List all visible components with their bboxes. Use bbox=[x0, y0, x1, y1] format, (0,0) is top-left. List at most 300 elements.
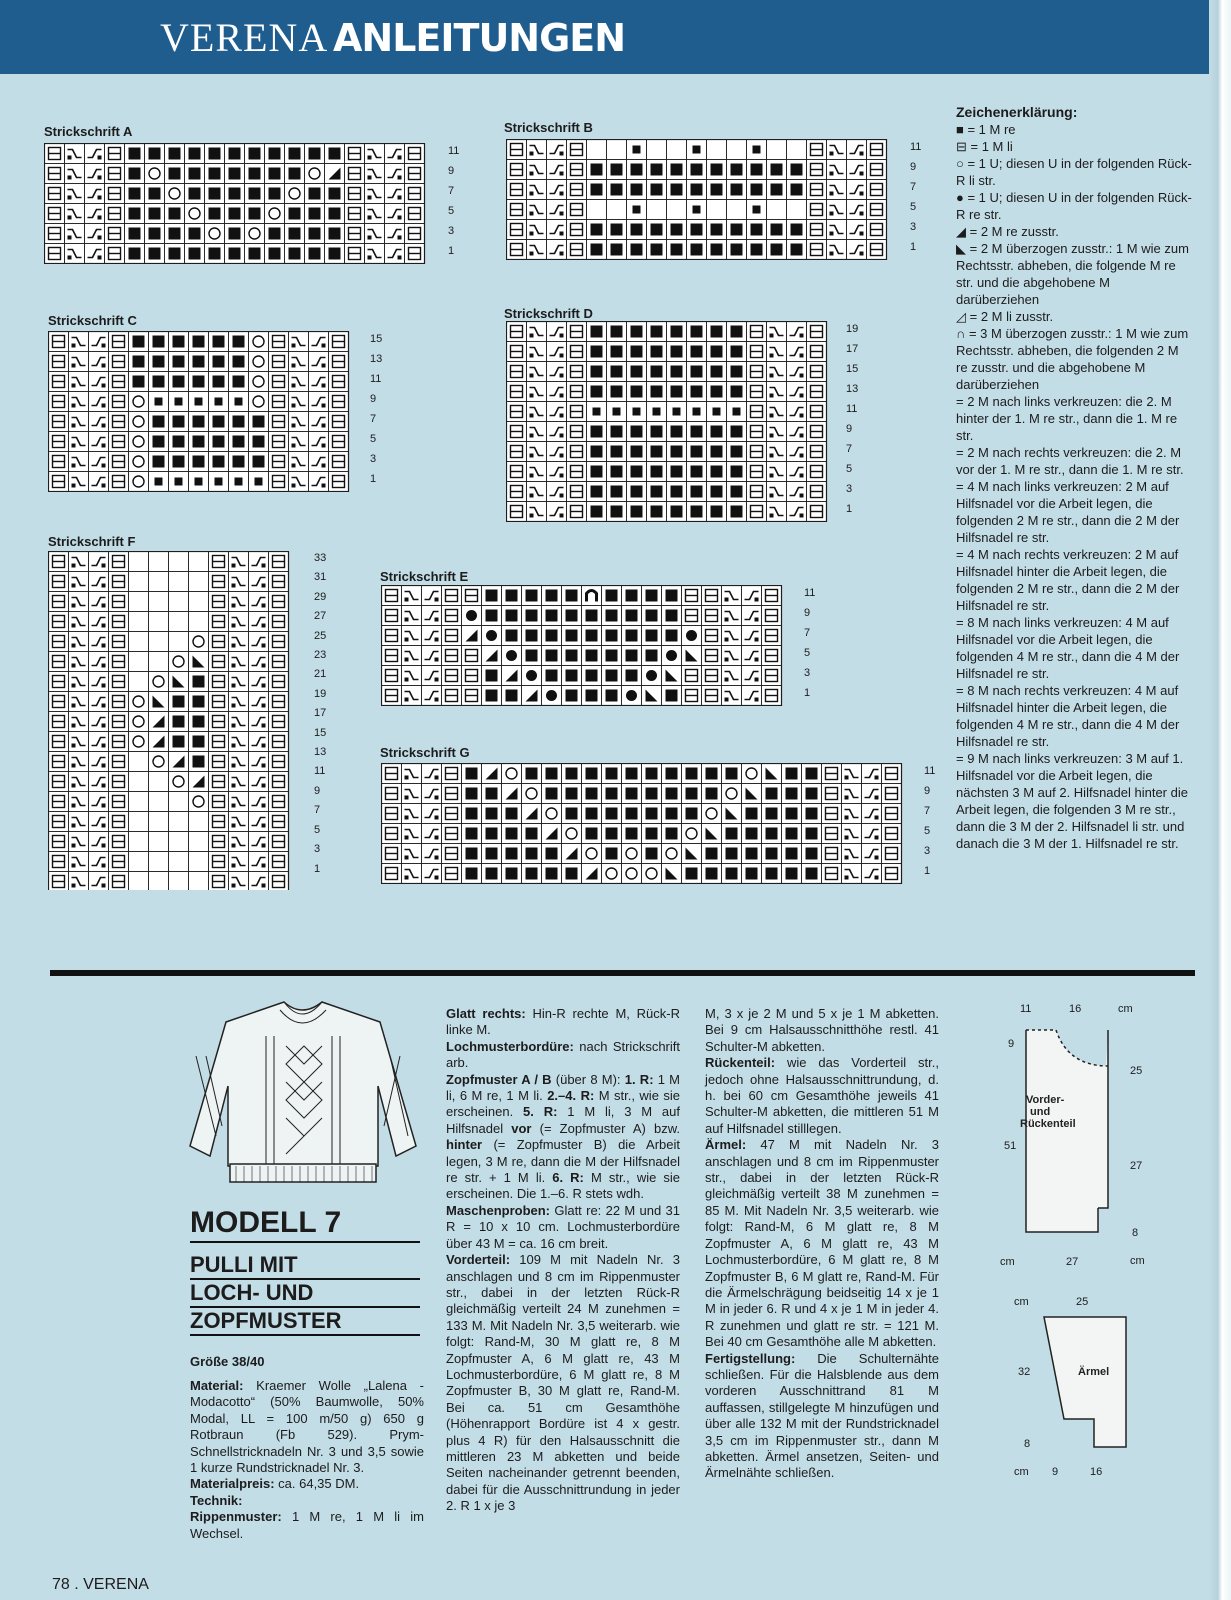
knit-symbol bbox=[189, 188, 201, 200]
yarn-over-knit-symbol bbox=[546, 690, 557, 701]
knit-symbol bbox=[671, 164, 683, 176]
knit-symbol bbox=[546, 768, 558, 780]
knit-symbol bbox=[791, 244, 803, 256]
row-number: 5 bbox=[314, 823, 321, 836]
knit-symbol bbox=[731, 224, 743, 236]
chart-d bbox=[506, 321, 839, 522]
legend-item: ○ = 1 U; diesen U in der folgenden Rück-R li str. bbox=[956, 156, 1192, 188]
knit-symbol bbox=[806, 788, 818, 800]
row-number: 7 bbox=[846, 443, 853, 455]
knit-symbol bbox=[546, 868, 558, 880]
knit-symbol bbox=[249, 188, 261, 200]
knit-symbol bbox=[213, 356, 225, 368]
chart-c bbox=[48, 331, 361, 492]
yarn-over-knit-symbol bbox=[526, 670, 537, 681]
knit-symbol bbox=[606, 690, 618, 702]
knit-symbol bbox=[631, 366, 643, 378]
knit-symbol bbox=[586, 630, 598, 642]
text-column-2: Glatt rechts: Hin-R rechte M, Rück-R linke M. Lochmusterbordüre: nach Strickschrift arb. Zopfmuster A / B (über 8 M): 1. R: 1 M li, 6 M re, 1 M li. 2.–4. R: M str., wie sie erscheinen. 5. R: 1 M li, 3 M auf Hilfsnadel vor (= Zopfmuster A) bzw. hinter (= Zopfmuster B) die Arbeit legen, 3 M re, dann die M der Hilfsnadel re str. + 1 M li. 6. R: M str., wie sie erscheinen. Die 1.–6. R stets wdh. Maschenproben: Glatt re: 22 M und 31 R = 10 x 10 cm. Lochmusterbordüre über 43 M = ca. 16 cm breit. Vorderteil: 109 M mit Nadeln Nr. 3 anschlagen und 8 cm im Rippenmuster str., dabei in der letzten Rück-R gleichmäßig verteilt 24 M zunehmen = 133 M. Mit Nadeln Nr. 3,5 weiterarb. wie folgt: Rand-M, 30 M glatt re, 8 M Zopfmuster A, 6 M glatt re, 43 M Lochmusterbordüre, 6 M glatt re, 8 M Zopfmuster B, 30 M glatt re, Rand-M. Bei ca. 51 cm Gesamthöhe (Höhenrapport Bordüre ist 4 x gestr. plus 4 R) für den Halsausschnitt die mittleren 23 M abketten und beide Seiten nacheinander getrennt beenden, dabei für die Ausschnittrundung in jeder 2. R 1 x je 3 bbox=[446, 1006, 681, 1514]
knit-symbol bbox=[566, 630, 578, 642]
row-number: 9 bbox=[804, 607, 811, 619]
knit-symbol bbox=[153, 376, 165, 388]
knit-symbol bbox=[651, 326, 663, 338]
knit-symbol bbox=[229, 248, 241, 260]
knit-symbol bbox=[671, 446, 683, 458]
knit-symbol bbox=[566, 868, 578, 880]
row-number: 9 bbox=[846, 423, 853, 435]
row-number: 3 bbox=[924, 845, 931, 857]
knit-symbol bbox=[631, 506, 643, 518]
knit-symbol bbox=[651, 244, 663, 256]
knit-symbol bbox=[193, 736, 205, 748]
row-number: 21 bbox=[314, 668, 327, 681]
knit-symbol bbox=[591, 224, 603, 236]
knit-symbol bbox=[711, 466, 723, 478]
knit-symbol bbox=[546, 630, 558, 642]
knit-symbol bbox=[771, 244, 783, 256]
yarn-over-knit-symbol bbox=[486, 630, 497, 641]
chart-g bbox=[381, 763, 914, 884]
knit-symbol bbox=[711, 244, 723, 256]
knit-symbol bbox=[786, 768, 798, 780]
knit-symbol bbox=[631, 386, 643, 398]
dim-unit: cm bbox=[1014, 1296, 1029, 1308]
knit-symbol bbox=[169, 208, 181, 220]
knit-symbol bbox=[153, 336, 165, 348]
knit-symbol bbox=[546, 650, 558, 662]
knit-symbol bbox=[631, 244, 643, 256]
knit-symbol bbox=[726, 768, 738, 780]
chart-g-row-numbers bbox=[924, 761, 935, 881]
knit-symbol bbox=[771, 224, 783, 236]
row-number: 3 bbox=[846, 483, 853, 495]
knit-symbol bbox=[506, 868, 518, 880]
knit-symbol bbox=[706, 848, 718, 860]
knit-symbol bbox=[666, 788, 678, 800]
section-divider bbox=[50, 970, 1195, 976]
row-number: 9 bbox=[910, 161, 917, 173]
knit-symbol bbox=[746, 848, 758, 860]
knit-symbol bbox=[586, 610, 598, 622]
knit-symbol bbox=[626, 828, 638, 840]
knit-symbol bbox=[711, 224, 723, 236]
knit-symbol bbox=[566, 690, 578, 702]
knit-symbol bbox=[611, 466, 623, 478]
knit-symbol bbox=[466, 768, 478, 780]
row-number: 3 bbox=[804, 667, 811, 679]
chart-a bbox=[44, 143, 437, 264]
knit-symbol bbox=[646, 610, 658, 622]
small-knit-symbol bbox=[195, 398, 203, 406]
knit-symbol bbox=[771, 164, 783, 176]
knit-symbol bbox=[646, 768, 658, 780]
knit-symbol bbox=[153, 456, 165, 468]
knit-symbol bbox=[606, 768, 618, 780]
row-number: 3 bbox=[448, 225, 455, 237]
legend-title: Zeichenerklärung: bbox=[956, 104, 1078, 120]
yarn-over-knit-symbol bbox=[686, 630, 697, 641]
knit-symbol bbox=[506, 690, 518, 702]
legend-items bbox=[956, 121, 1192, 852]
row-number: 13 bbox=[370, 353, 383, 365]
row-number: 5 bbox=[804, 647, 811, 659]
knit-symbol bbox=[626, 590, 638, 602]
row-number: 19 bbox=[846, 323, 859, 335]
knit-symbol bbox=[686, 768, 698, 780]
brand-logo: VERENA bbox=[160, 15, 329, 60]
knit-symbol bbox=[506, 610, 518, 622]
model-title-line-3: ZOPFMUSTER bbox=[190, 1308, 342, 1333]
knit-symbol bbox=[606, 630, 618, 642]
knit-symbol bbox=[806, 808, 818, 820]
svg-text:Vorder-: Vorder- bbox=[1026, 1094, 1065, 1106]
knit-symbol bbox=[566, 650, 578, 662]
knit-symbol bbox=[526, 828, 538, 840]
row-number: 1 bbox=[804, 687, 811, 699]
knit-symbol bbox=[193, 376, 205, 388]
knit-symbol bbox=[631, 346, 643, 358]
knit-symbol bbox=[329, 248, 341, 260]
knit-symbol bbox=[686, 788, 698, 800]
header-bar bbox=[0, 0, 1231, 74]
knit-symbol bbox=[566, 768, 578, 780]
knit-symbol bbox=[213, 336, 225, 348]
small-knit-symbol bbox=[653, 408, 661, 416]
small-knit-symbol bbox=[633, 206, 641, 214]
knit-symbol bbox=[671, 466, 683, 478]
knit-symbol bbox=[586, 670, 598, 682]
knit-symbol bbox=[611, 326, 623, 338]
chart-a-row-numbers bbox=[448, 141, 459, 261]
dim-armhole: 25 bbox=[1130, 1065, 1143, 1077]
chart-b bbox=[506, 139, 899, 260]
knit-symbol bbox=[149, 248, 161, 260]
knit-symbol bbox=[631, 426, 643, 438]
knit-symbol bbox=[566, 590, 578, 602]
legend-item: ∩ = 3 M überzogen zusstr.: 1 M wie zum Rechtsstr. abheben, die folgenden 2 M re zusstr. und die abgehobene M darüberziehen bbox=[956, 326, 1189, 392]
knit-symbol bbox=[606, 650, 618, 662]
knit-symbol bbox=[209, 208, 221, 220]
knit-symbol bbox=[691, 466, 703, 478]
chart-title-a: Strickschrift A bbox=[44, 124, 133, 139]
row-number: 5 bbox=[448, 205, 455, 217]
row-number: 1 bbox=[314, 862, 321, 875]
knit-symbol bbox=[786, 828, 798, 840]
knit-symbol bbox=[711, 386, 723, 398]
knit-symbol bbox=[691, 244, 703, 256]
knit-symbol bbox=[606, 610, 618, 622]
small-knit-symbol bbox=[175, 398, 183, 406]
knit-symbol bbox=[671, 346, 683, 358]
legend-item: = 8 M nach links verkreuzen: 4 M auf Hilfsnadel vor die Arbeit legen, die folgenden 4 M re str., dann die 4 M der Hilfsnadel re str. bbox=[956, 615, 1180, 681]
knit-symbol bbox=[591, 506, 603, 518]
knit-symbol bbox=[731, 426, 743, 438]
knit-symbol bbox=[149, 228, 161, 240]
knit-symbol bbox=[173, 336, 185, 348]
knit-symbol bbox=[766, 868, 778, 880]
knit-symbol bbox=[329, 188, 341, 200]
knit-symbol bbox=[671, 326, 683, 338]
knit-symbol bbox=[466, 828, 478, 840]
knit-symbol bbox=[566, 610, 578, 622]
row-number: 7 bbox=[448, 185, 455, 197]
small-knit-symbol bbox=[255, 478, 263, 486]
small-knit-symbol bbox=[633, 408, 641, 416]
knit-symbol bbox=[806, 868, 818, 880]
chart-b-row-numbers bbox=[910, 137, 921, 257]
knit-symbol bbox=[586, 808, 598, 820]
knit-symbol bbox=[751, 164, 763, 176]
knit-symbol bbox=[149, 148, 161, 160]
yarn-over-knit-symbol bbox=[666, 650, 677, 661]
knit-symbol bbox=[129, 168, 141, 180]
knit-symbol bbox=[269, 228, 281, 240]
knit-symbol bbox=[691, 446, 703, 458]
knit-symbol bbox=[666, 630, 678, 642]
symbol-legend bbox=[956, 104, 1192, 852]
knit-symbol bbox=[611, 224, 623, 236]
knit-symbol bbox=[486, 848, 498, 860]
knit-symbol bbox=[329, 148, 341, 160]
dim-unit: cm bbox=[1130, 1255, 1145, 1267]
knit-symbol bbox=[731, 346, 743, 358]
knit-symbol bbox=[651, 386, 663, 398]
knit-symbol bbox=[169, 168, 181, 180]
knit-symbol bbox=[149, 208, 161, 220]
title-underline bbox=[190, 1241, 420, 1243]
knit-symbol bbox=[671, 506, 683, 518]
knit-symbol bbox=[766, 848, 778, 860]
dim-body-height: 51 bbox=[1004, 1140, 1017, 1152]
knit-symbol bbox=[786, 788, 798, 800]
knit-symbol bbox=[586, 788, 598, 800]
small-knit-symbol bbox=[175, 478, 183, 486]
knit-symbol bbox=[671, 426, 683, 438]
knit-symbol bbox=[591, 244, 603, 256]
knit-symbol bbox=[329, 208, 341, 220]
knit-symbol bbox=[153, 416, 165, 428]
model-title-line-1: PULLI MIT bbox=[190, 1252, 298, 1277]
row-number: 7 bbox=[910, 181, 917, 193]
chart-title-e: Strickschrift E bbox=[380, 569, 469, 584]
knit-symbol bbox=[711, 506, 723, 518]
knit-symbol bbox=[173, 416, 185, 428]
knit-symbol bbox=[193, 716, 205, 728]
knit-symbol bbox=[806, 828, 818, 840]
dim-width: 27 bbox=[1066, 1256, 1079, 1268]
row-number: 1 bbox=[448, 245, 455, 257]
knit-symbol bbox=[691, 326, 703, 338]
dim-neck-depth: 9 bbox=[1008, 1038, 1015, 1050]
knit-symbol bbox=[666, 808, 678, 820]
knit-symbol bbox=[786, 868, 798, 880]
small-knit-symbol bbox=[693, 408, 701, 416]
chart-title-f: Strickschrift F bbox=[48, 534, 136, 549]
knit-symbol bbox=[666, 590, 678, 602]
knit-symbol bbox=[309, 188, 321, 200]
small-knit-symbol bbox=[155, 478, 163, 486]
row-number: 15 bbox=[314, 726, 327, 739]
knit-symbol bbox=[526, 610, 538, 622]
knit-symbol bbox=[791, 224, 803, 236]
knit-symbol bbox=[189, 168, 201, 180]
knit-symbol bbox=[651, 426, 663, 438]
dim-shoulder: 16 bbox=[1069, 1003, 1082, 1015]
knit-symbol bbox=[591, 326, 603, 338]
knit-symbol bbox=[631, 164, 643, 176]
knit-symbol bbox=[169, 248, 181, 260]
knit-symbol bbox=[666, 768, 678, 780]
knit-symbol bbox=[526, 868, 538, 880]
row-number: 11 bbox=[846, 403, 858, 415]
knit-symbol bbox=[611, 426, 623, 438]
knit-symbol bbox=[486, 808, 498, 820]
knit-symbol bbox=[746, 868, 758, 880]
row-number: 31 bbox=[314, 571, 327, 584]
knit-symbol bbox=[213, 456, 225, 468]
small-knit-symbol bbox=[155, 398, 163, 406]
row-number: 15 bbox=[846, 363, 859, 375]
knit-symbol bbox=[129, 248, 141, 260]
knit-symbol bbox=[726, 848, 738, 860]
knit-symbol bbox=[611, 346, 623, 358]
row-number: 19 bbox=[314, 687, 327, 700]
small-knit-symbol bbox=[215, 398, 223, 406]
legend-item: = 9 M nach links verkreuzen: 3 M auf 1. Hilfsnadel vor die Arbeit legen, die nächsten 3 M auf 2. Hilfsnadel hinter die Arbeit legen, die folgenden 3 M re str., dann die 3 M der 2. Hilfsnadel li str. und danach die 3 M der 1. Hilfsnadel re str. bbox=[956, 751, 1188, 851]
knit-symbol bbox=[129, 228, 141, 240]
knit-symbol bbox=[711, 346, 723, 358]
knit-symbol bbox=[193, 436, 205, 448]
knit-symbol bbox=[731, 164, 743, 176]
knit-symbol bbox=[651, 466, 663, 478]
knit-symbol bbox=[646, 630, 658, 642]
knit-symbol bbox=[229, 208, 241, 220]
text-column-1: Material: Kraemer Wolle „Lalena - Modacotto“ (50% Baumwolle, 50% Modal, LL = 100 m/50 g) 650 g Rotbraun (Fb 529). Prym-Schnellstricknadeln Nr. 3 und 3,5 sowie 1 kurze Rundstricknadel Nr. 3. Materialpreis: ca. 64,35 DM. Technik: Rippenmuster: 1 M re, 1 M li im Wechsel. bbox=[190, 1378, 424, 1541]
knit-symbol bbox=[711, 326, 723, 338]
dim-side: 27 bbox=[1130, 1160, 1143, 1172]
knit-symbol bbox=[193, 336, 205, 348]
dim-unit: cm bbox=[1118, 1003, 1133, 1015]
knit-symbol bbox=[606, 808, 618, 820]
knit-symbol bbox=[133, 376, 145, 388]
text-column-3: M, 3 x je 2 M und 5 x je 1 M abketten. Bei 9 cm Halsausschnitthöhe restl. 41 Schulter-M abketten. Rückenteil: wie das Vorderteil str., jedoch ohne Halsausschnittrundung, d. h. bei 60 cm Gesamthöhe jeweils 41 Schulter-M abketten, die mittleren 51 M auf Hilfsnadel stilllegen. Ärmel: 47 M mit Nadeln Nr. 3 anschlagen und 8 cm im Rippenmuster str., dabei in der letzten Rück-R gleichmäßig verteilt 38 M zunehmen = 85 M. Mit Nadeln Nr. 3,5 weiterarb. wie folgt: Rand-M, 6 M glatt re, 8 M Zopfmuster A, 6 M glatt re, 43 M Lochmusterbordüre, 6 M glatt re, 8 M Zopfmuster B, 6 M glatt re, Rand-M. Für die Ärmelschrägung beidseitig 14 x je 1 M in jeder 6. R und 4 x je 1 M in jeder 4. R zunehmen und glatt re str. = 121 M. Bei 40 cm Gesamthöhe alle M abketten. Fertigstellung: Die Schulternähte schließen. Für die Halsblende aus dem vorderen Ausschnittrand 81 M auffassen, stillgelegte M hinzufügen und über alle 132 M mit der Rundstricknadel 3,5 cm im Rippenmuster str., dann M abketten. Ärmel ansetzen, Seiten- und Ärmelnähte schließen. bbox=[705, 1006, 939, 1481]
knit-symbol bbox=[646, 650, 658, 662]
small-knit-symbol bbox=[613, 408, 621, 416]
row-number: 7 bbox=[314, 804, 321, 817]
knit-symbol bbox=[631, 224, 643, 236]
knit-symbol bbox=[591, 446, 603, 458]
chart-title-g: Strickschrift G bbox=[380, 745, 470, 760]
knit-symbol bbox=[249, 248, 261, 260]
knit-symbol bbox=[646, 590, 658, 602]
knit-symbol bbox=[586, 768, 598, 780]
chart-title-d: Strickschrift D bbox=[504, 306, 593, 321]
knit-symbol bbox=[666, 610, 678, 622]
dim-unit: cm bbox=[1014, 1466, 1029, 1478]
knit-symbol bbox=[726, 828, 738, 840]
page-footer: 78 . VERENA bbox=[52, 1576, 149, 1593]
knit-symbol bbox=[526, 590, 538, 602]
knit-symbol bbox=[786, 808, 798, 820]
small-knit-symbol bbox=[195, 478, 203, 486]
knit-symbol bbox=[591, 466, 603, 478]
knit-symbol bbox=[611, 386, 623, 398]
knit-symbol bbox=[193, 356, 205, 368]
row-number: 33 bbox=[314, 552, 327, 564]
row-number: 1 bbox=[910, 241, 917, 253]
dim-neck: 11 bbox=[1020, 1003, 1032, 1015]
knit-symbol bbox=[631, 446, 643, 458]
knit-symbol bbox=[169, 148, 181, 160]
dim-sleeve-bottom: 16 bbox=[1090, 1466, 1103, 1478]
knit-symbol bbox=[791, 164, 803, 176]
small-knit-symbol bbox=[733, 408, 741, 416]
knit-symbol bbox=[133, 356, 145, 368]
knit-symbol bbox=[229, 188, 241, 200]
dim-rib: 8 bbox=[1132, 1227, 1139, 1239]
knit-symbol bbox=[611, 446, 623, 458]
knit-symbol bbox=[213, 416, 225, 428]
chart-title-c: Strickschrift C bbox=[48, 313, 137, 328]
knit-symbol bbox=[209, 248, 221, 260]
knit-symbol bbox=[249, 208, 261, 220]
row-number: 27 bbox=[314, 610, 327, 623]
knit-symbol bbox=[153, 356, 165, 368]
knit-symbol bbox=[193, 456, 205, 468]
knit-symbol bbox=[466, 808, 478, 820]
chart-f-row-numbers bbox=[314, 549, 326, 879]
knit-symbol bbox=[751, 224, 763, 236]
row-number: 1 bbox=[924, 865, 931, 877]
knit-symbol bbox=[706, 768, 718, 780]
knit-symbol bbox=[269, 188, 281, 200]
knit-symbol bbox=[466, 848, 478, 860]
knit-symbol bbox=[626, 670, 638, 682]
knit-symbol bbox=[611, 486, 623, 498]
small-knit-symbol bbox=[633, 146, 641, 154]
knit-symbol bbox=[546, 670, 558, 682]
knit-symbol bbox=[173, 736, 185, 748]
yarn-over-knit-symbol bbox=[466, 610, 477, 621]
legend-item: ⊟ = 1 M li bbox=[956, 139, 1013, 154]
knit-symbol bbox=[746, 828, 758, 840]
knit-symbol bbox=[189, 248, 201, 260]
knit-symbol bbox=[253, 456, 265, 468]
dim-sleeve-cuff: 8 bbox=[1024, 1438, 1031, 1450]
knit-symbol bbox=[691, 386, 703, 398]
dim-sleeve-height: 32 bbox=[1018, 1366, 1031, 1378]
yarn-over-knit-symbol bbox=[646, 670, 657, 681]
knit-symbol bbox=[486, 610, 498, 622]
knit-symbol bbox=[671, 244, 683, 256]
knit-symbol bbox=[193, 676, 205, 688]
knit-symbol bbox=[631, 486, 643, 498]
sweater-sketch bbox=[186, 996, 420, 1192]
knit-symbol bbox=[711, 446, 723, 458]
knit-symbol bbox=[591, 486, 603, 498]
knit-symbol bbox=[626, 610, 638, 622]
small-knit-symbol bbox=[753, 146, 761, 154]
chart-e-row-numbers bbox=[804, 583, 815, 703]
knit-symbol bbox=[671, 224, 683, 236]
model-number: MODELL 7 bbox=[190, 1206, 342, 1239]
knit-symbol bbox=[129, 148, 141, 160]
row-number: 11 bbox=[910, 141, 922, 153]
legend-item: = 2 M nach rechts verkreuzen: die 2. M vor der 1. M re str., dann die 1. M re str. bbox=[956, 445, 1184, 477]
knit-symbol bbox=[249, 148, 261, 160]
row-number: 17 bbox=[846, 343, 859, 355]
small-knit-symbol bbox=[753, 206, 761, 214]
